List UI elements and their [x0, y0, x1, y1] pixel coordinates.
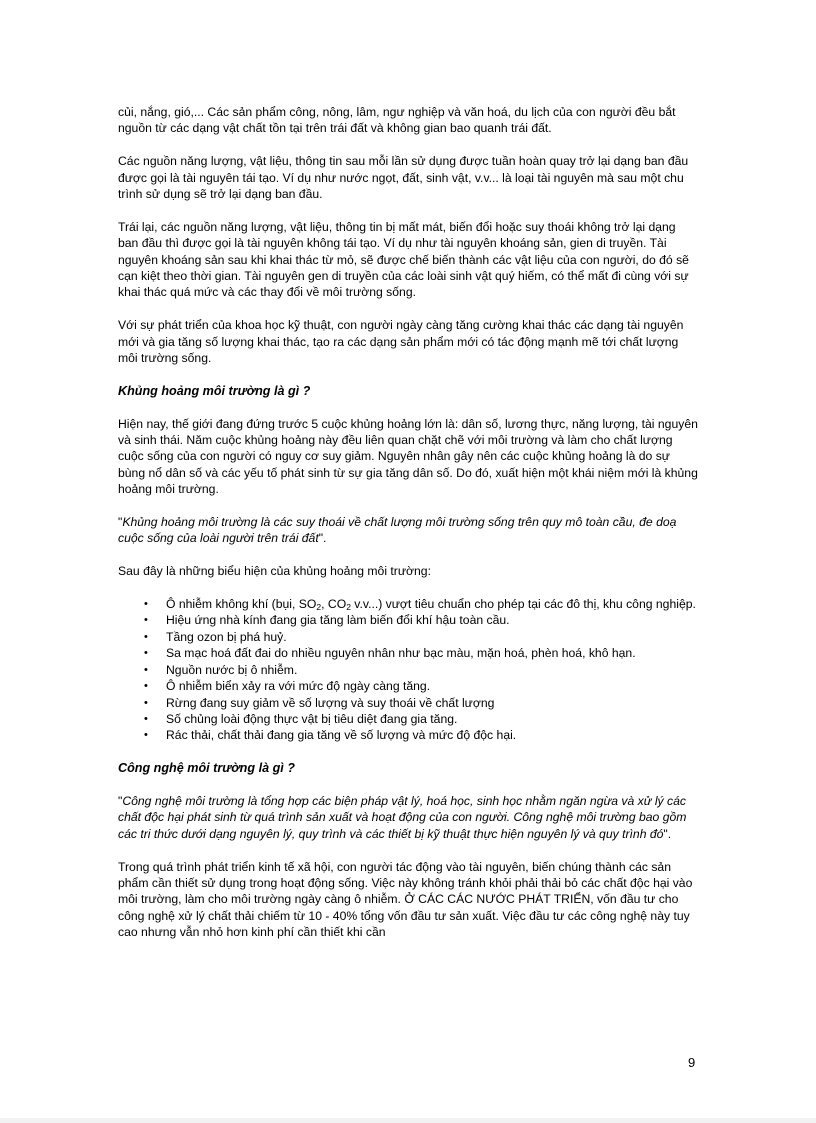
bullet-icon: •	[144, 614, 148, 627]
bullet-icon: •	[144, 663, 148, 676]
subscript: 2	[316, 602, 322, 613]
list-item-text: Tầng ozon bị phá huỷ.	[166, 629, 287, 644]
subscript: 2	[346, 602, 351, 613]
list-item-text: Rừng đang suy giảm về số lượng và suy thoái về chất lượng	[166, 695, 495, 710]
list-item	[144, 695, 698, 711]
paragraph-five-crises: Hiện nay, thế giới đang đứng trước 5 cuộc khủng hoảng lớn là: dân số, lương thực, năng lượng, tài nguyên và sinh thái. Năm cuộc khủng hoảng này đều liên quan chặt chẽ với môi trường và làm cho chất lượng cuộc sống của con người có nguy cơ suy giảm. Nguyên nhân gây nên các cuộc khủng hoảng là do sự bùng nổ dân số và các yếu tố phát sinh từ sự gia tăng dân số. Do đó, xuất hiện một khái niệm mới là khủng hoảng môi trường.	[118, 416, 698, 497]
list-item-text: Sa mạc hoá đất đai do nhiều nguyên nhân như bạc màu, mặn hoá, phèn hoá, khô hạn.	[166, 646, 636, 661]
list-item	[144, 645, 698, 661]
bullet-icon: •	[144, 680, 148, 693]
list-item	[144, 629, 698, 645]
page-number: 9	[688, 1055, 696, 1070]
list-item-text: Ô nhiễm không khí (bụi, SO	[166, 597, 317, 612]
quote-open-mark: "	[118, 793, 123, 808]
quote-technology-definition	[118, 793, 698, 842]
bullet-icon: •	[144, 598, 148, 611]
quote-open-mark: "	[118, 515, 123, 530]
quote-close-mark: ".	[663, 826, 672, 841]
list-item-text: Nguồn nước bị ô nhiễm.	[166, 662, 298, 677]
list-item-text: Số chủng loài động thực vật bị tiêu diệt đang gia tăng.	[166, 711, 458, 726]
paragraph-technology-impact: Với sự phát triển của khoa học kỹ thuật, con người ngày càng tăng cường khai thác các dạng tài nguyên mới và gia tăng số lượng khai thác, tạo ra các dạng sản phẩm mới có tác động mạnh mẽ tới chất lượng môi trường sống.	[118, 318, 684, 366]
list-item	[144, 612, 698, 628]
page-content	[118, 104, 698, 957]
list-item-text: Rác thải, chất thải đang gia tăng về số lượng và mức độ độc hại.	[166, 728, 517, 743]
list-item-text: Hiệu ứng nhà kính đang gia tăng làm biến đổi khí hậu toàn cầu.	[166, 613, 510, 628]
list-item-text: Ô nhiễm biển xảy ra với mức độ ngày càng tăng.	[166, 679, 431, 694]
quote-close-mark: ".	[318, 531, 327, 546]
list-item	[144, 727, 698, 743]
list-item-text: , CO	[321, 597, 347, 612]
quote-crisis-text: Khủng hoảng môi trường là các suy thoái về chất lượng môi trường sống trên quy mô toàn cầu, đe doạ cuộc sống của loài người trên trái đất	[118, 515, 677, 546]
section-heading-environmental-crisis: Khủng hoảng môi trường là gì ?	[118, 383, 311, 398]
list-item	[144, 678, 698, 694]
bullet-icon: •	[144, 647, 148, 660]
crisis-list	[118, 596, 698, 744]
bullet-icon: •	[144, 712, 148, 725]
list-item-text: v.v...) vượt tiêu chuẩn cho phép tại các đô thị, khu công nghiệp.	[350, 597, 696, 612]
paragraph-nonrenewable-resources: Trái lại, các nguồn năng lượng, vật liệu, thông tin bị mất mát, biến đổi hoặc suy thoái không trở lại dạng ban đầu thì được gọi là tài nguyên không tái tạo. Ví dụ như tài nguyên khoáng sản, gien di truyền. Tài nguyên khoáng sản sau khi khai thác từ mỏ, sẽ được chế biến thành các vật liệu của con người, do đó sẽ cạn kiệt theo thời gian. Tài nguyên gen di truyền của các loài sinh vật quý hiếm, có thể mất đi cùng với sự khai thác quá mức và các thay đổi về môi trường sống.	[118, 219, 689, 300]
list-item	[144, 596, 698, 612]
bullet-icon: •	[144, 729, 148, 742]
quote-crisis-definition	[118, 514, 698, 547]
bullet-icon: •	[144, 696, 148, 709]
bullet-icon: •	[144, 630, 148, 643]
section-heading-environmental-technology: Công nghệ môi trường là gì ?	[118, 761, 295, 776]
paragraph-renewable-resources: Các nguồn năng lượng, vật liệu, thông tin sau mỗi lần sử dụng được tuần hoàn quay trở lại dạng ban đầu được gọi là tài nguyên tái tạo. Ví dụ như nước ngọt, đất, sinh vật, v.v... là loại tài nguyên mà sau một chu trình sử dụng sẽ trở lại dạng ban đầu.	[118, 154, 689, 202]
list-item	[144, 711, 698, 727]
quote-technology-text: Công nghệ môi trường là tổng hợp các biện pháp vật lý, hoá học, sinh học nhằm ngăn ngừa và xử lý các chất độc hại phát sinh từ quá trình sản xuất và hoạt động của con người. Công nghệ môi trường bao gồm các tri thức dưới dạng nguyên lý, quy trình và các thiết bị kỹ thuật thực hiện nguyên lý và quy trình đó	[118, 793, 687, 841]
list-item	[144, 662, 698, 678]
paragraph-crisis-intro: Sau đây là những biểu hiện của khủng hoảng môi trường:	[118, 564, 431, 579]
paragraph-waste-investment: Trong quá trình phát triển kinh tế xã hội, con người tác động vào tài nguyên, biến chúng thành các sản phẩm cần thiết sử dụng trong hoạt động sống. Việc này không tránh khỏi phải thải bỏ các chất độc hại vào môi trường, làm cho môi trường ngày càng ô nhiễm. Ở CÁC CÁC NƯỚC PHÁT TRIỂN, vốn đầu tư cho công nghệ xử lý chất thải chiếm từ 10 - 40% tổng vốn đầu tư sản xuất. Việc đầu tư các công nghệ này tuy cao nhưng vẫn nhỏ hơn kinh phí cần thiết khi cần	[118, 859, 693, 940]
page-bottom-edge	[0, 1118, 816, 1123]
paragraph-resources-origin: củi, nắng, gió,... Các sản phẩm công, nông, lâm, ngư nghiệp và văn hoá, du lịch của con người đều bắt nguồn từ các dạng vật chất tồn tại trên trái đất và không gian bao quanh trái đất.	[118, 105, 676, 136]
